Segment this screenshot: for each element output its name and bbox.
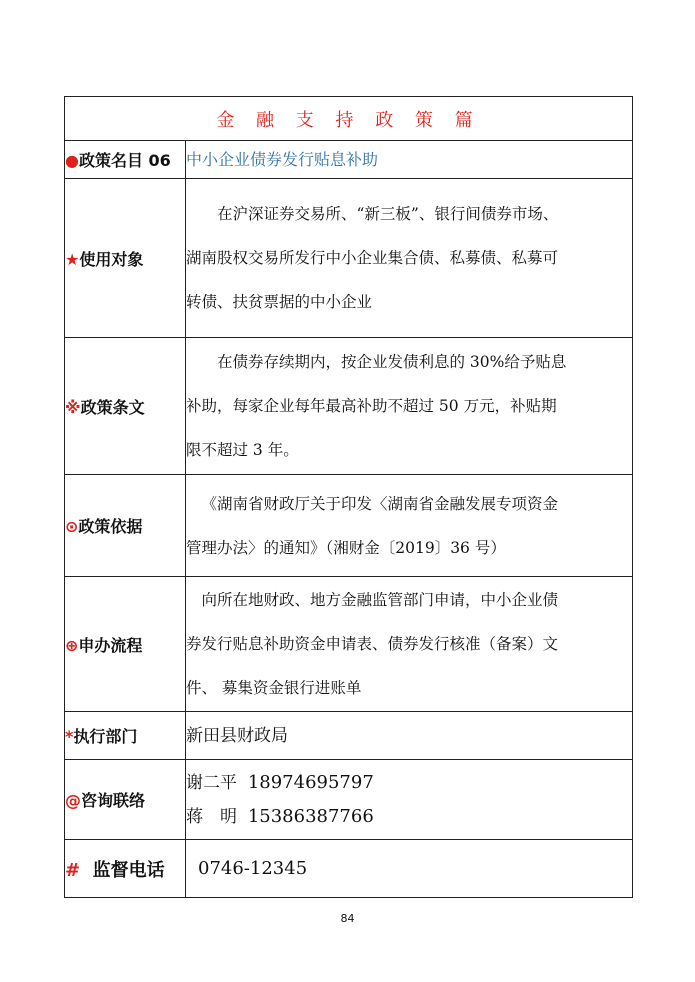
- contact-person-2: [186, 800, 632, 834]
- contact-label: 咨询联络: [81, 791, 146, 810]
- target-label-cell: [65, 179, 186, 338]
- section-title: 金 融 支 持 政 策 篇: [65, 97, 633, 141]
- target-content: [186, 179, 633, 338]
- department-value: 新田县财政局: [186, 725, 288, 746]
- supervision-label: 监督电话: [92, 859, 165, 881]
- contact-name: 谢二平: [186, 772, 237, 793]
- process-row: [65, 577, 633, 712]
- basis-row: [65, 475, 633, 577]
- contact-phone: 15386387766: [247, 805, 374, 827]
- clause-label: 政策条文: [80, 397, 145, 417]
- target-line-1: 在沪深证券交易所、“新三板”、银行间债券市场、: [217, 205, 559, 223]
- contact-name: 蒋 明: [186, 806, 237, 827]
- policy-table: [64, 96, 633, 898]
- process-line-3: 件、 募集资金银行进账单: [186, 679, 362, 697]
- policy-name-label-cell: [65, 141, 186, 179]
- contact-content: [186, 760, 633, 840]
- process-label-cell: [65, 577, 186, 712]
- process-content: [186, 577, 633, 712]
- supervision-cell: [186, 840, 633, 898]
- clause-row: [65, 338, 633, 475]
- policy-name-value: 中小企业债券发行贴息补助: [186, 149, 379, 169]
- clause-label-cell: [65, 338, 186, 475]
- title-row: [65, 97, 633, 141]
- target-label: 使用对象: [79, 249, 144, 269]
- target-line-3: 转债、扶贫票据的中小企业: [186, 293, 373, 311]
- asterisk-icon: *: [65, 727, 74, 746]
- process-label: 申办流程: [78, 635, 143, 655]
- process-line-2: 券发行贴息补助资金申请表、债券发行核准（备案）文: [186, 635, 559, 653]
- contact-phone: 18974695797: [247, 771, 374, 793]
- clause-line-2: 补助，每家企业每年最高补助不超过 50 万元，补贴期: [186, 397, 557, 415]
- target-line-2: 湖南股权交易所发行中小企业集合债、私募债、私募可: [186, 249, 559, 267]
- clause-content: [186, 338, 633, 475]
- department-row: [65, 712, 633, 760]
- circled-dot-icon: ⊙: [65, 517, 79, 536]
- clause-line-3: 限不超过 3 年。: [186, 441, 299, 459]
- supervision-row: [65, 840, 633, 898]
- hash-icon: #: [65, 859, 81, 881]
- process-line-1: 向所在地财政、地方金融监管部门申请，中小企业债: [201, 591, 559, 609]
- basis-label-cell: [65, 475, 186, 577]
- basis-label: 政策依据: [78, 517, 143, 536]
- clause-line-1: 在债券存续期内，按企业发债利息的 30%给予贴息: [217, 353, 567, 371]
- at-sign-icon: @: [65, 791, 81, 810]
- policy-name-cell: [186, 141, 633, 179]
- contact-row: [65, 760, 633, 840]
- department-label-cell: [65, 712, 186, 760]
- policy-name-label: 政策名目 06: [78, 151, 171, 170]
- basis-line-2: 管理办法〉的通知》（湘财金〔2019〕36 号）: [186, 538, 506, 557]
- target-row: [65, 179, 633, 338]
- page-number: 84: [340, 912, 355, 925]
- basis-line-1: 《湖南省财政厅关于印发〈湖南省金融发展专项资金: [201, 494, 559, 513]
- contact-label-cell: [65, 760, 186, 840]
- supervision-label-cell: [65, 840, 186, 898]
- contact-person-1: [186, 766, 632, 800]
- star-icon: ★: [65, 249, 80, 269]
- circled-plus-icon: ⊕: [65, 635, 79, 655]
- department-cell: [186, 712, 633, 760]
- bullet-icon: ●: [65, 151, 79, 170]
- department-label: 执行部门: [73, 727, 138, 746]
- supervision-phone: 0746-12345: [198, 857, 308, 879]
- policy-name-row: [65, 141, 633, 179]
- basis-content: [186, 475, 633, 577]
- reference-mark-icon: ※: [65, 397, 81, 417]
